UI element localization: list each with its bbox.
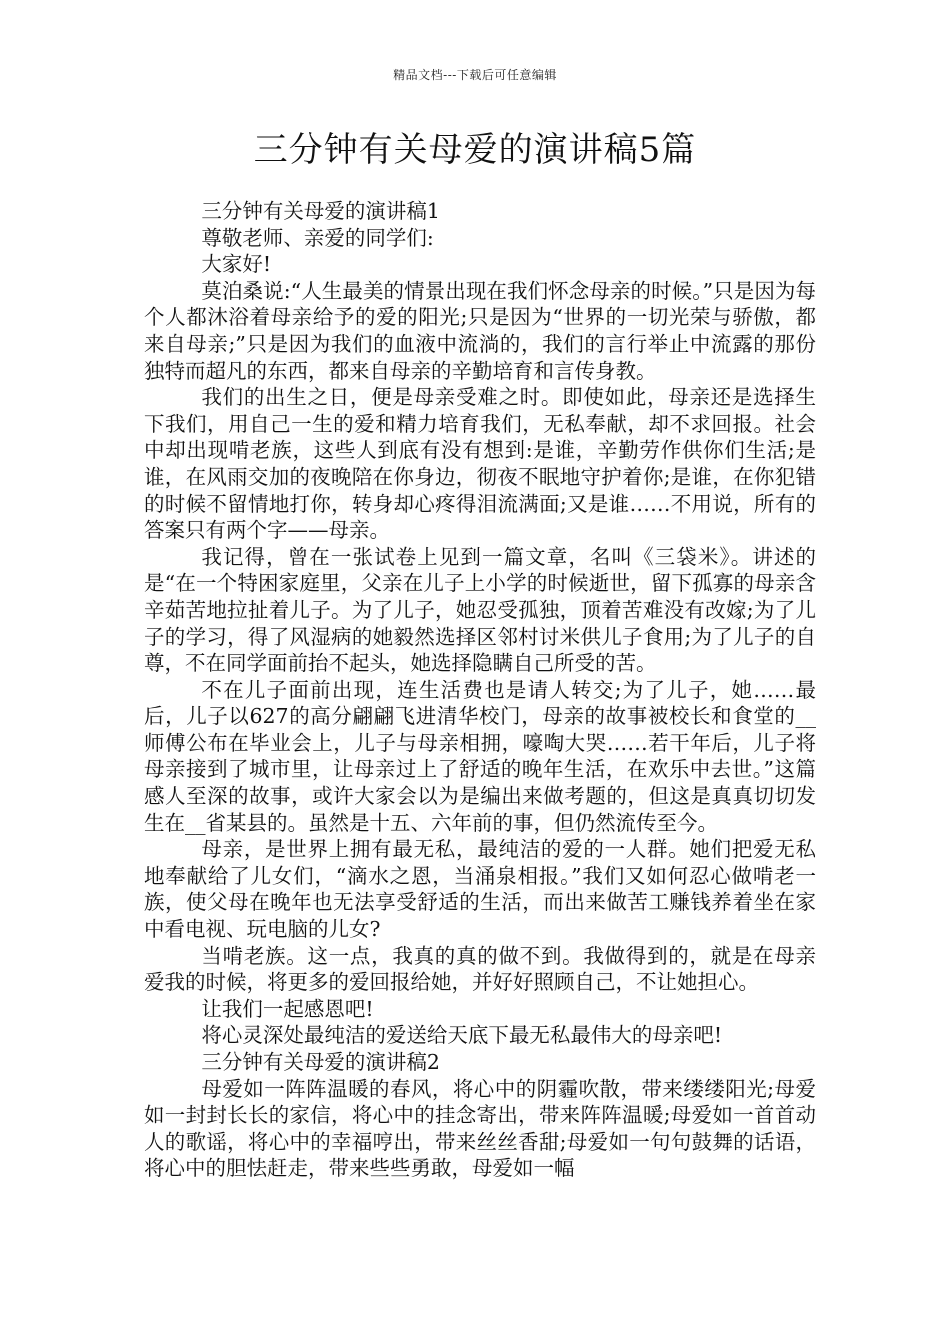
document-title: 三分钟有关母爱的演讲稿5篇	[253, 130, 697, 170]
page-header-note: 精品文档---下载后可任意编辑	[393, 68, 557, 82]
section-heading-2: 三分钟有关母爱的演讲稿2	[201, 1050, 440, 1074]
body-paragraph: 不在儿子面前出现，连生活费也是请人转交;为了儿子，她……最后，儿子以627的高分翩翩飞进清华校门，母亲的故事被校长和食堂的__师傅公布在毕业会上，儿子与母亲相拥，嚎啕大哭……若干年后，儿子将母亲接到了城市里，让母亲过上了舒适的晚年生活，在欢乐中去世。”这篇感人至深的故事，或许大家会以为是编出来做考题的，但这是真真切切发生在__省某县的。虽然是十五、六年前的事，但仍然流传至今。	[144, 677, 816, 835]
body-paragraph: 当啃老族。这一点，我真的真的做不到。我做得到的，就是在母亲爱我的时候，将更多的爱回报给她，并好好照顾自己，不让她担心。	[144, 943, 816, 995]
document-body	[144, 198, 816, 1182]
body-paragraph: 我们的出生之日，便是母亲受难之时。即使如此，母亲还是选择生下我们，用自己一生的爱和精力培育我们，无私奉献，却不求回报。社会中却出现啃老族，这些人到底有没有想到:是谁，辛勤劳作供你们生活;是谁，在风雨交加的夜晚陪在你身边，彻夜不眠地守护着你;是谁，在你犯错的时候不留情地打你，转身却心疼得泪流满面;又是谁……不用说，所有的答案只有两个字——母亲。	[144, 385, 816, 543]
greeting: 大家好!	[201, 252, 272, 277]
salutation: 尊敬老师、亲爱的同学们:	[201, 225, 434, 250]
body-paragraph: 将心灵深处最纯洁的爱送给天底下最无私最伟大的母亲吧!	[201, 1023, 723, 1048]
body-paragraph: 让我们一起感恩吧!	[201, 996, 374, 1021]
body-paragraph: 母亲，是世界上拥有最无私，最纯洁的爱的一人群。她们把爱无私地奉献给了儿女们，“滴水之恩，当涌泉相报。”我们又如何忍心做啃老一族，使父母在晚年也无法享受舒适的生活，而出来做苦工赚钱养着坐在家中看电视、玩电脑的儿女?	[144, 837, 816, 942]
body-paragraph: 母爱如一阵阵温暖的春风，将心中的阴霾吹散，带来缕缕阳光;母爱如一封封长长的家信，将心中的挂念寄出，带来阵阵温暖;母爱如一首首动人的歌谣，将心中的幸福哼出，带来丝丝香甜;母爱如一句句鼓舞的话语，将心中的胆怯赶走，带来些些勇敢，母爱如一幅	[144, 1076, 816, 1181]
body-paragraph: 我记得，曾在一张试卷上见到一篇文章，名叫《三袋米》。讲述的是“在一个特困家庭里，父亲在儿子上小学的时候逝世，留下孤寡的母亲含辛茹苦地拉扯着儿子。为了儿子，她忍受孤独，顶着苦难没有改嫁;为了儿子的学习，得了风湿病的她毅然选择区邻村讨米供儿子食用;为了儿子的自尊，不在同学面前抬不起头，她选择隐瞒自己所受的苦。	[144, 544, 816, 676]
section-heading-1: 三分钟有关母爱的演讲稿1	[201, 199, 440, 223]
body-paragraph: 莫泊桑说:“人生最美的情景出现在我们怀念母亲的时候。”只是因为每个人都沐浴着母亲给予的爱的阳光;只是因为“世界的一切光荣与骄傲，都来自母亲;”只是因为我们的血液中流淌的，我们的言行举止中流露的那份独特而超凡的东西，都来自母亲的辛勤培育和言传身教。	[144, 278, 816, 383]
